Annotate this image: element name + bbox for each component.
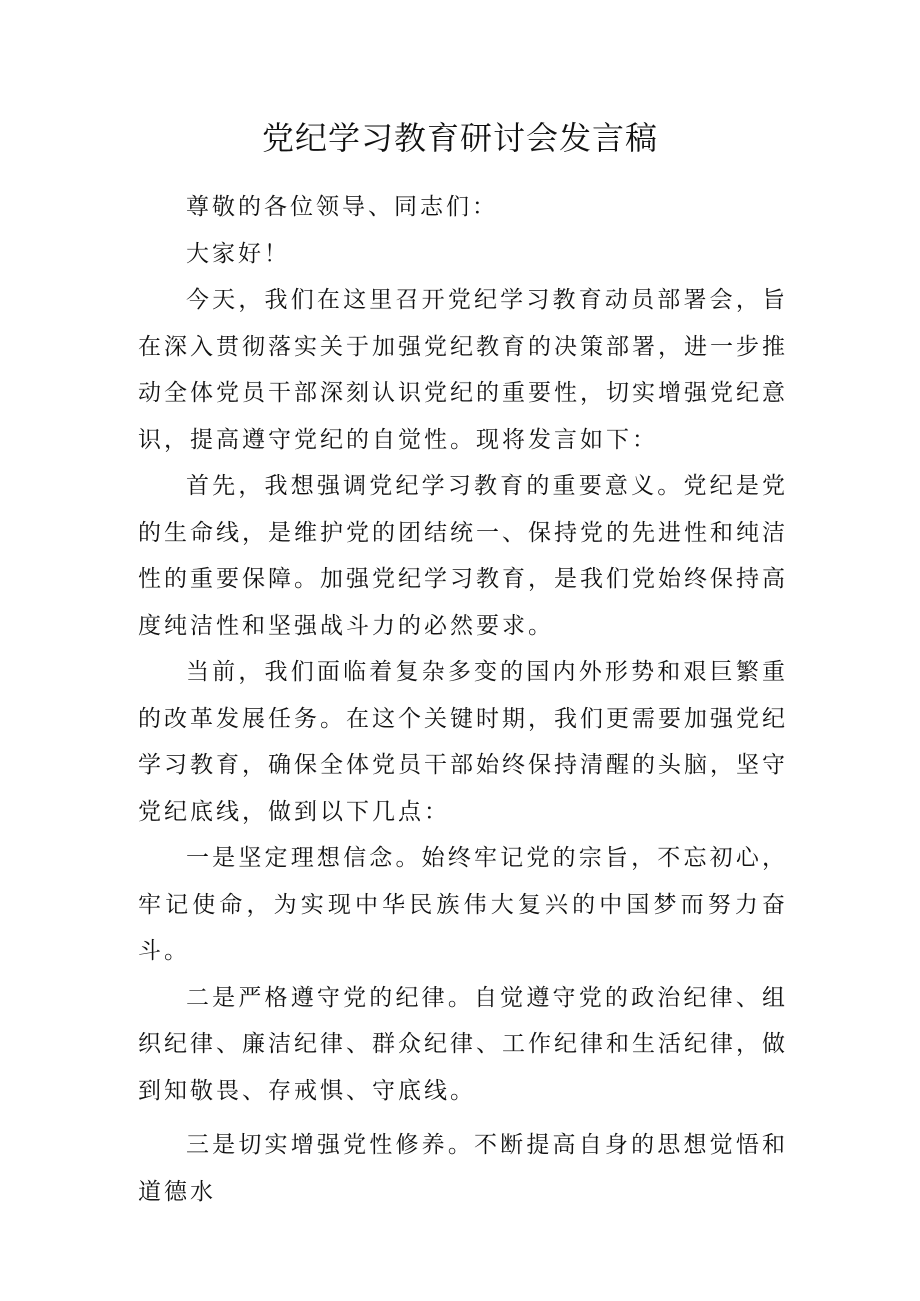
point-two-paragraph: 二是严格遵守党的纪律。自觉遵守党的政治纪律、组织纪律、廉洁纪律、群众纪律、工作纪律和生活纪律，做到知敬畏、存戒惧、守底线。: [138, 984, 788, 1104]
greeting-paragraph: 大家好！: [186, 240, 290, 267]
importance-paragraph: 首先，我想强调党纪学习教育的重要意义。党纪是党的生命线，是维护党的团结统一、保持党的先进性和纯洁性的重要保障。加强党纪学习教育，是我们党始终保持高度纯洁性和坚强战斗力的必然要求。: [138, 473, 788, 639]
point-three-paragraph: 三是切实增强党性修养。不断提高自身的思想觉悟和道德水: [138, 1132, 788, 1205]
document-body: [138, 184, 788, 1215]
salutation-paragraph: 尊敬的各位领导、同志们：: [186, 194, 498, 220]
point-one-paragraph: 一是坚定理想信念。始终牢记党的宗旨，不忘初心，牢记使命，为实现中华民族伟大复兴的中国梦而努力奋斗。: [138, 845, 788, 964]
document-title: 党纪学习教育研讨会发言稿: [261, 119, 658, 157]
intro-paragraph: 今天，我们在这里召开党纪学习教育动员部署会，旨在深入贯彻落实关于加强党纪教育的决策部署，进一步推动全体党员干部深刻认识党纪的重要性，切实增强党纪意识，提高遵守党纪的自觉性。现将发言如下：: [138, 287, 788, 453]
situation-paragraph: 当前，我们面临着复杂多变的国内外形势和艰巨繁重的改革发展任务。在这个关键时期，我们更需要加强党纪学习教育，确保全体党员干部始终保持清醒的头脑，坚守党纪底线，做到以下几点：: [138, 659, 788, 825]
